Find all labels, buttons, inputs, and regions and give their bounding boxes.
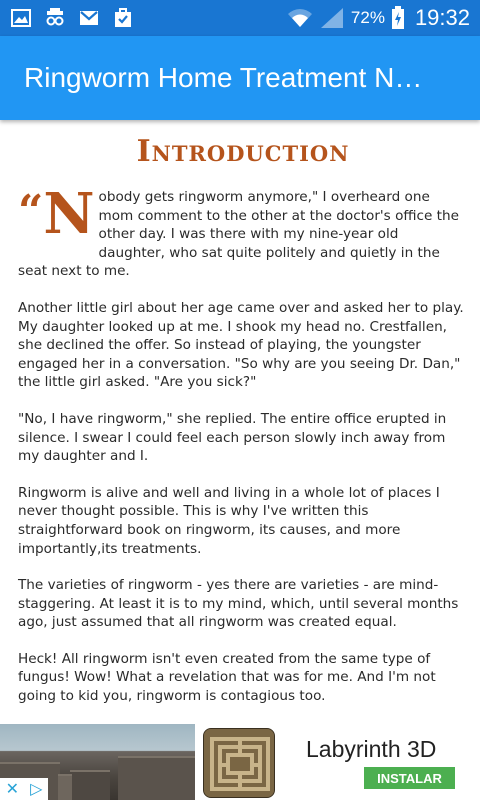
first-paragraph [18,181,468,281]
app-title: Ringworm Home Treatment N… [24,62,423,93]
app-bar [0,36,480,120]
gmail-icon [78,7,100,29]
paragraph: Ringworm is alive and well and living in a whole lot of places I never thought possible. This is why I've written this straightforward book on ringworm, its causes, and more importantly,its treatments. [18,484,440,557]
wifi-icon [287,7,313,29]
ad-corner-controls[interactable] [0,778,48,800]
status-bar [0,0,480,36]
close-x-icon[interactable]: ✕ [5,779,19,798]
paragraph: Heck! All ringworm isn't even created from the same type of fungus! Wow! What a revelation that was for me. And I'm not going to kid you, ringworm is contagious too. [18,650,436,705]
ad-banner[interactable] [0,724,480,800]
dropcap [18,181,95,247]
dropcap-letter: N [43,181,95,247]
install-button[interactable]: INSTALAR [364,767,455,789]
gallery-icon [10,7,32,29]
book-content[interactable] [0,120,480,724]
battery-percent: 72% [350,8,385,27]
adchoices-icon[interactable]: ▷ [30,779,43,798]
clock: 19:32 [414,5,470,30]
paragraph: "No, I have ringworm," she replied. The entire office erupted in silence. I swear I could feel each person slowly inch away from my daughter and I. [18,410,447,465]
chapter-title: Introduction [136,134,350,169]
first-paragraph-text: obody gets ringworm anymore," I overheard one mom comment to the other at the doctor's office the other day. I was there with my nine-year old daughter, who sat quite politely and quietly in the seat next to me. [18,189,459,280]
system-status [287,5,470,31]
battery-charging-icon [391,6,405,30]
signal-icon [319,6,345,30]
paragraph: Another little girl about her age came over and asked her to play. My daughter looked up at me. I shook my head no. Crestfallen, she declined the offer. So instead of playing, the youngster engaged her in a conversation. "So why are you seeing Dr. Dan," the little girl asked. "Are you sick?" [18,299,464,391]
opening-quote-mark: “ [18,186,44,237]
ad-app-icon[interactable] [203,728,275,798]
ad-title[interactable]: Labyrinth 3D [306,736,437,762]
notification-icons [10,7,134,29]
task-icon [112,7,134,29]
incognito-icon [44,7,66,29]
paragraph: The varieties of ringworm - yes there are varieties - are mind-staggering. At least it is to my mind, which, until several months ago, just assumed that all ringworm was created equal. [18,577,459,631]
